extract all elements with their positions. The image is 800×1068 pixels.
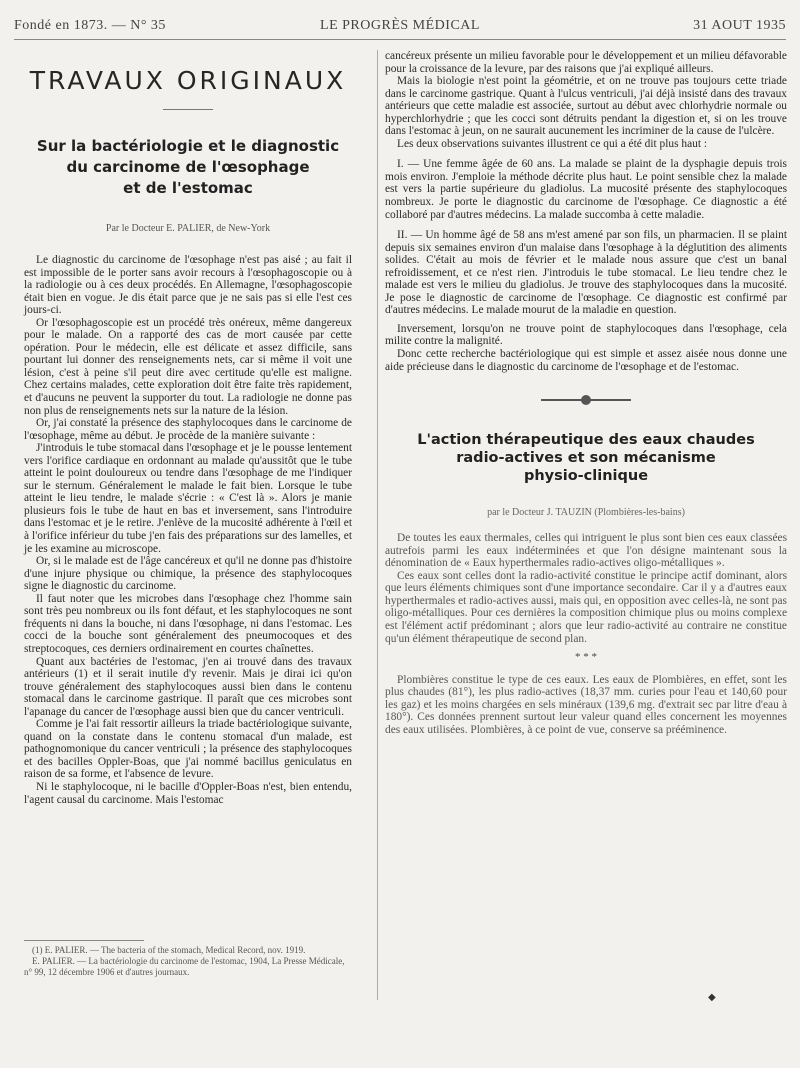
article-title-line: du carcinome de l'œsophage: [66, 158, 310, 176]
paragraph: Inversement, lorsqu'on ne trouve point de staphylocoques dans l'œsophage, cela milite contre la malignité.: [385, 322, 787, 348]
article-body: [24, 254, 352, 806]
article2-title-line: L'action thérapeutique des eaux chaudes: [417, 432, 755, 449]
article-title-line: Sur la bactériologie et le diagnostic: [36, 137, 340, 155]
paragraph: Ni le staphylocoque, ni le bacille d'Oppler-Boas n'est, bien entendu, l'agent causal du carcinome. Mais l'estomac: [24, 780, 352, 806]
section-title: TRAVAUX ORIGINAUX: [29, 66, 347, 95]
right-column: [385, 50, 787, 736]
paragraph: Quant aux bactéries de l'estomac, j'en ai trouvé dans des travaux antérieurs (1) et il serait inutile d'y revenir. Mais je dirai ici qu'on trouve généralement des staphylocoques aussi bien dans le contenu stomacal dans le carcinome gastrique. Il paraît que ces microbes sont l'apanage du cancer de l'œsophage aussi bien que du cancer ventriculi.: [24, 655, 352, 718]
title-rule: [163, 109, 213, 110]
article-byline: Par le Docteur E. PALIER, de New-York: [105, 223, 271, 234]
paragraph: Plombières constitue le type de ces eaux. Les eaux de Plombières, en effet, sont les plus chaudes (81°), les plus radio-actives (18,37 mm. curies pour l'eau et 140,60 pour les gaz) et les moins chargées en sels minéraux (139,6 mg. d'extrait sec par litre d'eau à 180°). Ces données prennent surtout leur valeur quand elles concernent les moyennes des eaux utilisées. Plombières, à ce point de vue, conserve sa prééminence.: [385, 673, 787, 736]
article-title-line: et de l'estomac: [123, 179, 253, 197]
paragraph: Or, si le malade est de l'âge cancéreux et qu'il ne donne pas d'histoire d'une injure physique ou chimique, la présence des staphylocoques signe le diagnostic du carcinome.: [24, 555, 352, 593]
case-report: I. — Une femme âgée de 60 ans. La malade se plaint de la dysphagie depuis trois mois environ. J'emploie la méthode décrite plus haut. Le point sensible chez la malade est vers la partie supérieure du gladiolus. La mucosité présente des staphylocoques nombreux. Je porte le diagnostic du carcinome de l'œsophage. Ce diagnostic a été collaboré par d'autres médecins. La malade succomba à cette maladie.: [385, 158, 787, 221]
left-column: [24, 50, 352, 806]
running-header: [14, 18, 786, 36]
paragraph: cancéreux présente un milieu favorable pour le développement et un milieu défavorable pour la croissance de la levure, par des raisons que j'ai expliqué ailleurs.: [385, 50, 787, 75]
header-founded: Fondé en 1873. — N° 35: [14, 18, 166, 33]
footnote: (1) E. PALIER. — The bacteria of the stomach, Medical Record, nov. 1919.: [32, 945, 306, 955]
paragraph: Mais la biologie n'est point la géométrie, et on ne trouve pas toujours cette triade dans le carcinome gastrique. Quant à l'ulcus ventriculi, j'ai déjà insisté dans des travaux antérieurs que cette maladie est associée, surtout au début avec chlorhydrie normale ou hyperchlorhydrie ; que les cocci sont détruits pendant la digestion et, si on les trouve dans l'estomac à jeun, on ne saurait aucunement les incriminer de la cause de l'ulcère.: [385, 75, 787, 138]
asterism: * * *: [575, 651, 597, 664]
article-title: [24, 136, 352, 199]
article2-title: [385, 431, 787, 485]
article-continuation: [385, 50, 787, 373]
paragraph: Les deux observations suivantes illustrent ce qui a été dit plus haut :: [397, 137, 708, 150]
header-date: 31 AOUT 1935: [693, 18, 786, 33]
ornament-divider: [541, 395, 631, 405]
end-ornament: ◆: [708, 992, 716, 1003]
footnotes: [24, 940, 352, 978]
paragraph: Il faut noter que les microbes dans l'œsophage chez l'homme sain sont très peu nombreux ou ils font défaut, et les staphylocoques ne sont fréquents ni dans la bouche, ni dans l'œsophage, ni dans l'estomac. Les cocci de la bouche sont généralement des pneumocoques et des streptocoques, ces derniers ordinairement en courtes chaînettes.: [24, 592, 352, 655]
article2-body: [385, 532, 787, 736]
paragraph: Or l'œsophagoscopie est un procédé très onéreux, même dangereux pour le malade. On a rapporté des cas de mort causée par cette opération. Pour le médecin, elle est délicate et assez difficile, sans pourtant lui donner des renseignements nets, car si même il voit une lésion, c'est à peine s'il peut dire avec certitude qu'elle est maligne. Chez certains malades, cette exploration doit être faite très rapidement, et d'aucuns ne peuvent la supporter du tout. La radiologie ne donne pas non plus de renseignements nets sur la nature de la lésion.: [24, 316, 352, 417]
article2-title-line: radio-actives et son mécanisme: [456, 450, 716, 467]
column-divider: [377, 50, 378, 1000]
paragraph: Le diagnostic du carcinome de l'œsophage n'est pas aisé ; au fait il est impossible de le porter sans avoir recours à l'œsophagoscopie ou à la radiologie ou à ces deux procédés. En Allemagne, l'œsophagoscopie était bien en vogue. Je dis était parce que je ne sais pas si elle l'est ces jours-ci.: [24, 254, 352, 317]
header-journal-title: LE PROGRÈS MÉDICAL: [320, 18, 480, 33]
paragraph: De toutes les eaux thermales, celles qui intriguent le plus sont bien ces eaux classées autrefois parmi les eaux indéterminées et que l'on désigne maintenant sous la dénomination de « Eaux hyperthermales radio-actives oligo-métalliques ».: [385, 532, 787, 570]
paragraph: Or, j'ai constaté la présence des staphylocoques dans le carcinome de l'œsophage, même au début. Je procède de la manière suivante :: [24, 417, 352, 442]
paragraph: Donc cette recherche bactériologique qui est simple et assez aisée nous donne une aide précieuse dans le diagnostic du carcinome de l'œsophage et de l'estomac.: [385, 348, 787, 373]
article2-byline: par le Docteur J. TAUZIN (Plombières-les-bains): [487, 507, 685, 519]
header-rule: [14, 39, 786, 40]
paragraph: J'introduis le tube stomacal dans l'œsophage et je le pousse lentement vers l'orifice cardiaque en ordonnant au malade qu'aussitôt que le tube atteint le point douloureux ou tendre dans l'œsophage de me l'indiquer sur le sternum. Généralement le malade le fait bien. Lorsque le tube atteint le lieu tendre, le malade s'écrie : « C'est là ». Alors je manie plusieurs fois le tube de haut en bas et inversement, sans l'introduire dans l'estomac et je le retire. J'enlève de la mucosité adhérente à l'œil et à l'orifice inférieur du tube j'en fais des préparations sur des lamelles, et je les examine au microscope.: [24, 442, 353, 555]
footnote-rule: [24, 940, 144, 941]
footnote: E. PALIER. — La bactériologie du carcinome de l'estomac, 1904, La Presse Médicale, n° 99, 12 décembre 1906 et d'autres journaux.: [24, 956, 345, 977]
paragraph: Comme je l'ai fait ressortir ailleurs la triade bactériologique suivante, quand on la constate dans le contenu stomacal d'un malade, est pathognomonique du cancer ventriculi ; la présence des staphylocoques et des bacilles Oppler-Boas, que j'ai nommé bacillus geniculatus en raison de sa forme, et l'absence de levure.: [24, 718, 352, 781]
paragraph: Ces eaux sont celles dont la radio-activité constitue le principe actif dominant, alors que leurs éléments chimiques sont d'une importance secondaire. Car il y a d'autres eaux hyperthermales et radio-actives aussi, mais qui, en opposition avec celles-là, ne sont pas oligo-métalliques. Pour ces dernières la composition chimique plus ou moins complexe est l'élément actif prédominant ; alors que leur radio-activité au contraire ne constitue qu'un élément thérapeutique de second plan.: [385, 569, 787, 645]
case-report: II. — Un homme âgé de 58 ans m'est amené par son fils, un pharmacien. Il se plaint depuis six semaines environ d'un malaise dans l'œsophage à la déglutition des aliments solides. C'était au mois de février et le malade nous assure que c'est un banal refroidissement, et ce n'est rien. J'introduis le tube stomacal. Le lieu tendre chez le malade est vers le milieu du gladiolus. Je trouve des staphylocoques dans la mucosité. Je pose le diagnostic de carcinome de l'œsophage. Ce diagnostic est confirmé par d'autres médecins. Le malade mourut de la maladie en question.: [385, 229, 787, 317]
article2-title-line: physio-clinique: [523, 468, 649, 485]
